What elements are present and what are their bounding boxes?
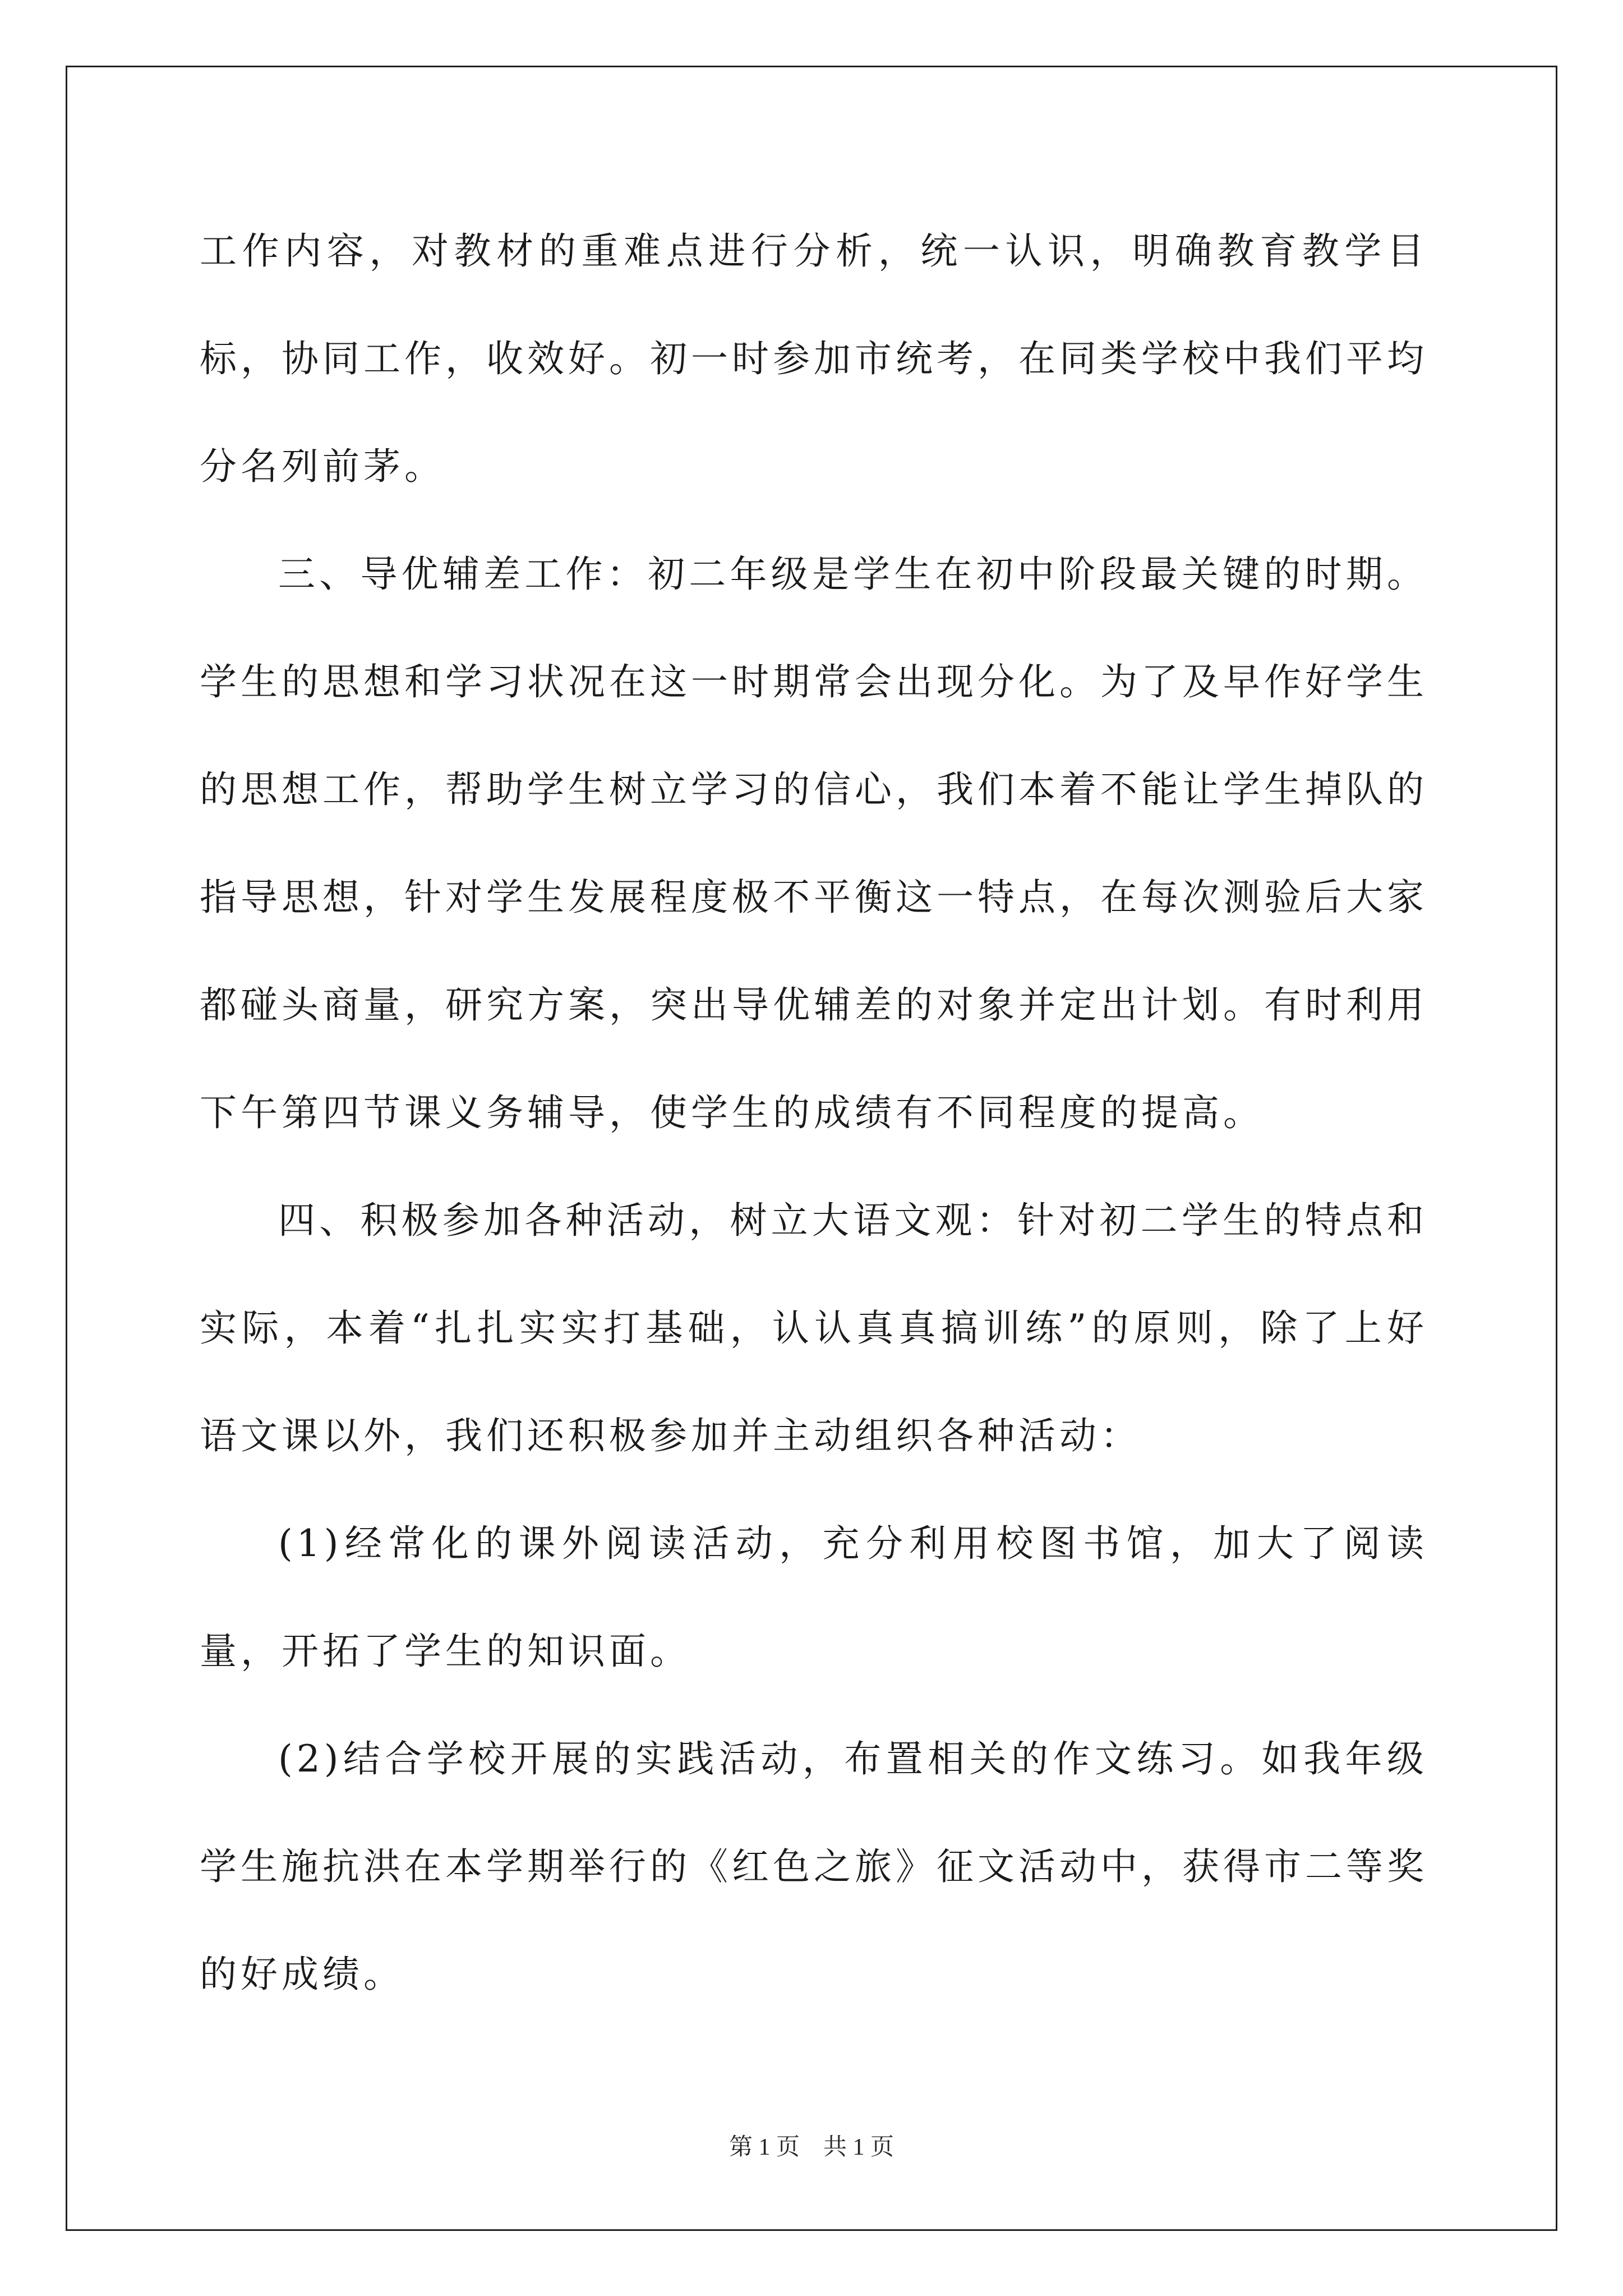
page-number-footer: 第 1 页 共 1 页 — [728, 2134, 894, 2160]
paragraph-item-two: (2)结合学校开展的实践活动，布置相关的作文练习。如我年级学生施抗洪在本学期举行的《红色之旅》征文活动中，获得市二等奖的好成绩。 — [200, 1737, 1428, 1996]
paragraph-section-three: 三、导优辅差工作：初二年级是学生在初中阶段最关键的时期。学生的思想和学习状况在这一时期常会出现分化。为了及早作好学生的思想工作，帮助学生树立学习的信心，我们本着不能让学生掉队的指导思想，针对学生发展程度极不平衡这一特点，在每次测验后大家都碰头商量，研究方案，突出导优辅差的对象并定出计划。有时利用下午第四节课义务辅导，使学生的成绩有不同程度的提高。 — [200, 553, 1428, 1134]
paragraph-section-four: 四、积极参加各种活动，树立大语文观：针对初二学生的特点和实际，本着“扎扎实实打基础，认认真真搞训练”的原则，除了上好语文课以外，我们还积极参加并主动组织各种活动： — [200, 1199, 1428, 1457]
paragraph-continuation: 工作内容，对教材的重难点进行分析，统一认识，明确教育教学目标，协同工作，收效好。初一时参加市统考，在同类学校中我们平均分名列前茅。 — [200, 229, 1428, 488]
paragraph-item-one: (1)经常化的课外阅读活动，充分利用校图书馆，加大了阅读量，开拓了学生的知识面。 — [200, 1522, 1428, 1673]
document-body — [200, 197, 1428, 2028]
